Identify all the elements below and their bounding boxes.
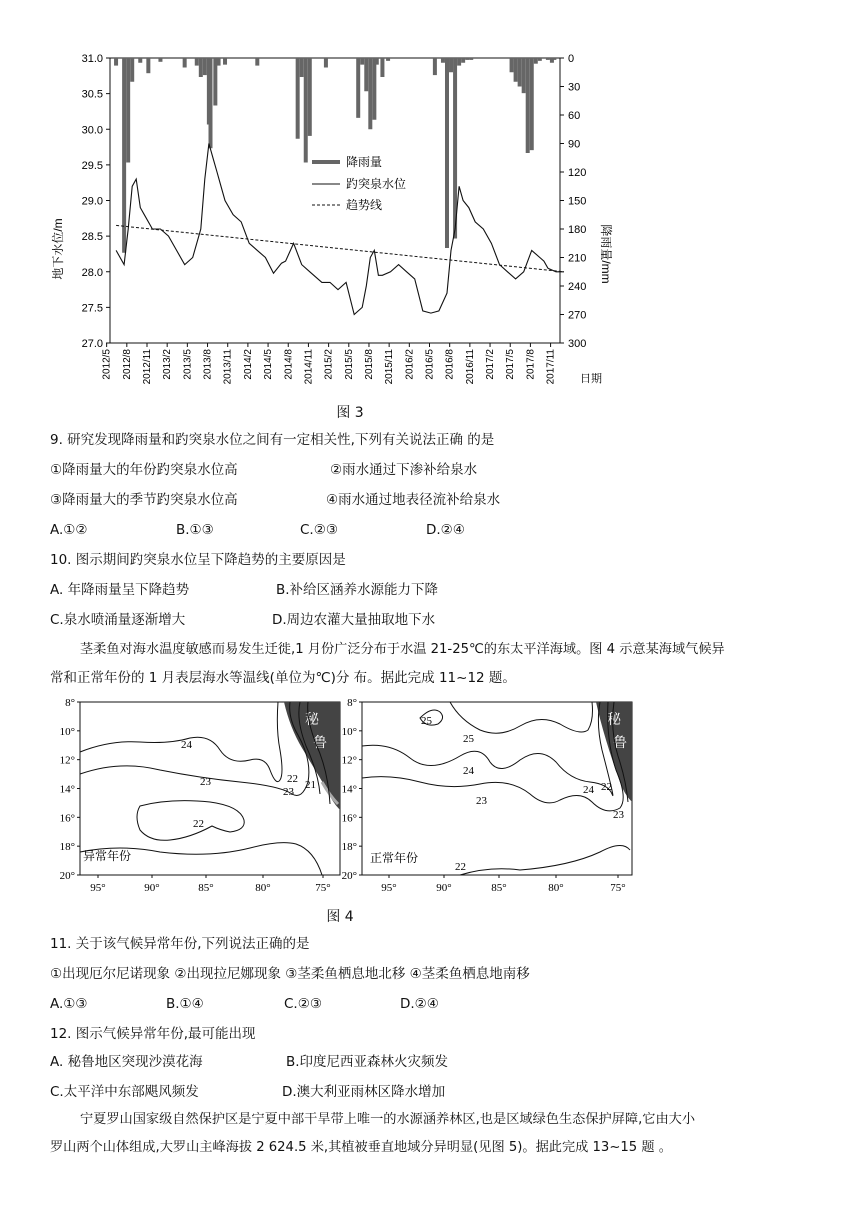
x-tick-label: 2016/8	[444, 349, 456, 380]
x-tick-label: 2016/2	[404, 349, 416, 380]
map-label-normal-year: 正常年份	[370, 851, 419, 865]
chart-legend	[312, 155, 406, 212]
question-11-option-a[interactable]: A.①③	[50, 996, 88, 1012]
rainfall-bar	[199, 58, 203, 77]
right-tick-label: 150	[568, 195, 587, 208]
lat-tick-label: 18°	[59, 841, 75, 854]
right-tick-label: 300	[568, 338, 587, 350]
rainfall-bar	[138, 58, 142, 63]
question-10-option-c[interactable]: C.泉水喷涌量逐渐增大	[50, 612, 186, 628]
map-abnormal-year	[80, 702, 340, 875]
rainfall-bar	[308, 58, 312, 136]
intro-11-12-line-2: 常和正常年份的 1 月表层海水等温线(单位为℃)分 布。据此完成 11~12 题。	[50, 670, 516, 686]
question-9-option-a[interactable]: A.①②	[50, 522, 88, 538]
x-tick-label: 2017/2	[485, 349, 497, 380]
right-tick-label: 180	[568, 224, 587, 236]
x-tick-label: 2015/2	[323, 349, 335, 380]
x-tick-label: 2017/5	[505, 349, 517, 380]
left-tick-label: 29.5	[81, 159, 103, 172]
x-tick-label: 2015/5	[343, 349, 355, 380]
x-tick-label: 2014/8	[283, 349, 295, 380]
left-tick-label: 27.0	[81, 338, 103, 350]
lat-tick-label: 14°	[59, 783, 75, 796]
question-12-option-c[interactable]: C.太平洋中东部飓风频发	[50, 1084, 199, 1100]
rainfall-bar	[203, 58, 207, 75]
lat-tick-label: 20°	[59, 870, 75, 882]
rainfall-bar	[449, 58, 453, 72]
x-tick-label: 2017/8	[525, 349, 537, 380]
rainfall-bar	[469, 58, 473, 60]
isotherm-label-23b: 23	[283, 786, 294, 798]
question-9-statement-3: ③降雨量大的季节趵突泉水位高	[50, 492, 238, 508]
rainfall-bar	[296, 58, 300, 139]
country-label-peru-2: 鲁	[313, 736, 327, 751]
rainfall-bar	[183, 58, 187, 68]
map-label-abnormal-year: 异常年份	[83, 849, 132, 863]
rainfall-bar	[364, 58, 368, 91]
isotherm-label-25a: 25	[421, 715, 432, 727]
question-9-statement-1: ①降雨量大的年份趵突泉水位高	[50, 462, 238, 478]
rainfall-bar	[300, 58, 304, 77]
rainfall-bar	[114, 58, 118, 66]
lon-tick-label: 80°	[548, 882, 564, 894]
rainfall-bar	[445, 58, 449, 248]
question-11-option-b[interactable]: B.①④	[166, 996, 204, 1012]
intro-13-15-line-2: 罗山两个山体组成,大罗山主峰海拔 2 624.5 米,其植被垂直地域分异明显(见图 5)。据此完成 13~15 题 。	[50, 1140, 672, 1155]
x-tick-label: 2012/5	[101, 349, 113, 380]
question-9-statement-4: ④雨水通过地表径流补给泉水	[326, 492, 501, 508]
rainfall-bar	[465, 58, 469, 60]
country-label-peru-right: 秘	[607, 713, 621, 728]
x-tick-label: 2016/11	[464, 349, 476, 385]
question-12-option-d[interactable]: D.澳大利亚雨林区降水增加	[282, 1084, 446, 1100]
rainfall-bar	[457, 58, 461, 66]
isotherm-label-23b: 23	[613, 809, 624, 821]
left-tick-label: 30.0	[81, 124, 103, 137]
left-tick-label: 28.5	[81, 231, 103, 244]
legend-trend: 趋势线	[346, 198, 383, 212]
question-12-option-a[interactable]: A. 秘鲁地区突现沙漠花海	[50, 1054, 203, 1070]
lon-tick-label: 85°	[198, 882, 214, 894]
question-11-option-c[interactable]: C.②③	[284, 996, 322, 1012]
rainfall-bar	[380, 58, 384, 77]
lon-tick-label: 75°	[315, 882, 331, 894]
isotherm-label-22b: 22	[601, 781, 612, 793]
right-axis-title: 降雨量/mm	[599, 224, 613, 284]
right-tick-label: 270	[568, 309, 587, 322]
rainfall-bar	[538, 58, 542, 61]
intro-13-15-line-1: 宁夏罗山国家级自然保护区是宁夏中部干旱带上唯一的水源涵养林区,也是区域绿色生态保护屏障,它由大小	[80, 1112, 696, 1127]
rainfall-water-level-chart	[40, 44, 640, 396]
question-10-option-d[interactable]: D.周边农灌大量抽取地下水	[272, 612, 436, 628]
country-label-peru: 秘	[305, 713, 319, 728]
lon-tick-label: 85°	[491, 882, 507, 894]
isotherm-label-22b: 22	[287, 773, 298, 785]
figure-3-caption: 图 3	[336, 405, 364, 421]
question-11-statements: ①出现厄尔尼诺现象 ②出现拉尼娜现象 ③茎柔鱼栖息地北移 ④茎柔鱼栖息地南移	[50, 966, 530, 982]
legend-rainfall: 降雨量	[346, 155, 383, 169]
rainfall-bar	[526, 58, 530, 153]
figure-4-caption: 图 4	[326, 909, 354, 925]
isotherm-label-23: 23	[200, 776, 211, 788]
trend-line	[116, 225, 564, 271]
rainfall-bar	[146, 58, 150, 73]
isotherm-label-22: 22	[193, 818, 204, 830]
rainfall-bar	[375, 58, 379, 65]
rainfall-bar	[546, 58, 550, 60]
isotherm-label-21: 21	[305, 779, 316, 791]
rainfall-bar	[126, 58, 130, 163]
question-11-option-d[interactable]: D.②④	[400, 996, 439, 1012]
right-tick-label: 90	[568, 138, 581, 151]
spring-water-level-line	[116, 144, 564, 315]
rainfall-bar	[195, 58, 199, 66]
x-tick-label: 2015/8	[363, 349, 375, 380]
right-tick-label: 30	[568, 81, 581, 94]
rainfall-bar	[514, 58, 518, 82]
question-9-option-d[interactable]: D.②④	[426, 522, 465, 538]
rainfall-bar	[433, 58, 437, 75]
question-9-stem: 9. 研究发现降雨量和趵突泉水位之间有一定相关性,下列有关说法正确 的是	[50, 432, 495, 448]
isotherm-maps	[40, 690, 640, 898]
rainfall-bar	[372, 58, 376, 120]
lon-tick-label: 90°	[144, 882, 160, 894]
x-tick-label: 2013/8	[202, 349, 214, 380]
x-tick-label: 2012/8	[121, 349, 133, 380]
rainfall-bar	[552, 58, 556, 60]
right-tick-label: 60	[568, 110, 581, 122]
rainfall-bar	[223, 58, 227, 65]
lat-tick-label: 18°	[341, 841, 357, 854]
question-10-stem: 10. 图示期间趵突泉水位呈下降趋势的主要原因是	[50, 552, 346, 568]
question-12-option-b[interactable]: B.印度尼西亚森林火灾频发	[286, 1054, 449, 1070]
x-tick-label: 2017/11	[545, 349, 557, 385]
left-tick-label: 27.5	[81, 302, 103, 315]
rainfall-bar	[386, 58, 390, 61]
x-tick-label: 2013/11	[222, 349, 234, 385]
rainfall-bar	[534, 58, 538, 64]
left-tick-label: 31.0	[81, 53, 103, 65]
question-10-option-b[interactable]: B.补给区涵养水源能力下降	[276, 582, 439, 598]
lat-tick-label: 14°	[341, 783, 357, 796]
right-tick-label: 210	[568, 252, 587, 265]
rainfall-bar	[530, 58, 534, 150]
rainfall-bar	[217, 58, 221, 66]
lat-tick-label: 10°	[59, 725, 75, 738]
intro-11-12-line-1: 茎柔鱼对海水温度敏感而易发生迁徙,1 月份广泛分布于水温 21-25℃的东太平洋海域。图 4 示意某海域气候异	[80, 642, 725, 657]
legend-water-level: 趵突泉水位	[346, 177, 407, 191]
right-tick-label: 0	[568, 53, 575, 65]
map-normal-year	[362, 702, 632, 875]
lon-tick-label: 95°	[90, 882, 106, 894]
x-tick-label: 2012/11	[141, 349, 153, 385]
rainfall-bar	[510, 58, 514, 72]
question-12-stem: 12. 图示气候异常年份,最可能出现	[50, 1026, 256, 1042]
rainfall-bar	[130, 58, 134, 82]
rainfall-bar	[518, 58, 522, 87]
isotherm-label-22: 22	[455, 861, 466, 873]
left-axis-title: 地下水位/m	[51, 218, 65, 280]
question-10-option-a[interactable]: A. 年降雨量呈下降趋势	[50, 582, 190, 598]
legend-swatch-rainfall	[312, 160, 340, 164]
isotherm-label-24b: 24	[583, 784, 594, 796]
question-9-statement-2: ②雨水通过下渗补给泉水	[330, 462, 478, 478]
question-9-option-c[interactable]: C.②③	[300, 522, 338, 538]
lat-tick-label: 12°	[59, 754, 75, 767]
left-tick-label: 29.0	[81, 195, 103, 208]
lat-tick-label: 16°	[59, 812, 75, 825]
lon-tick-label: 75°	[610, 882, 626, 894]
rainfall-bar	[441, 58, 445, 63]
left-tick-label: 30.5	[81, 88, 103, 101]
lat-tick-label: 8°	[65, 697, 75, 709]
isotherm-label-24: 24	[181, 739, 192, 751]
lat-tick-label: 16°	[341, 812, 357, 825]
rainfall-bar	[324, 58, 328, 68]
x-tick-label: 2013/2	[162, 349, 174, 380]
question-9-option-b[interactable]: B.①③	[176, 522, 214, 538]
lon-tick-label: 95°	[381, 882, 397, 894]
x-tick-label: 2014/2	[242, 349, 254, 380]
x-tick-label: 2014/5	[263, 349, 275, 380]
lon-tick-label: 90°	[436, 882, 452, 894]
rainfall-bar	[356, 58, 360, 118]
question-11-stem: 11. 关于该气候异常年份,下列说法正确的是	[50, 936, 310, 952]
rainfall-bar	[368, 58, 372, 129]
lat-tick-label: 12°	[341, 754, 357, 767]
right-tick-label: 120	[568, 167, 587, 179]
left-tick-label: 28.0	[81, 266, 103, 279]
right-tick-label: 240	[568, 281, 587, 293]
rainfall-bar	[522, 58, 526, 93]
lat-tick-label: 10°	[341, 725, 357, 738]
rainfall-bar	[122, 58, 126, 253]
x-tick-label: 2016/5	[424, 349, 436, 380]
lon-tick-label: 80°	[255, 882, 271, 894]
rainfall-bar	[208, 58, 212, 148]
lat-tick-label: 20°	[341, 870, 357, 882]
x-tick-label: 2013/5	[182, 349, 194, 380]
rainfall-bar	[360, 58, 364, 65]
lat-tick-label: 8°	[347, 697, 357, 709]
plot-frame	[110, 58, 560, 343]
x-axis-title: 日期	[580, 373, 602, 385]
isotherm-label-23: 23	[476, 795, 487, 807]
rainfall-bar	[461, 58, 465, 63]
rainfall-bar	[158, 58, 162, 62]
isotherm-label-25b: 25	[463, 733, 474, 745]
rainfall-bar	[304, 58, 308, 163]
rainfall-bar	[255, 58, 259, 66]
x-tick-label: 2014/11	[303, 349, 315, 385]
x-tick-label: 2015/11	[384, 349, 396, 385]
isotherm-label-24: 24	[463, 765, 474, 777]
country-label-peru-right-2: 鲁	[613, 736, 627, 751]
